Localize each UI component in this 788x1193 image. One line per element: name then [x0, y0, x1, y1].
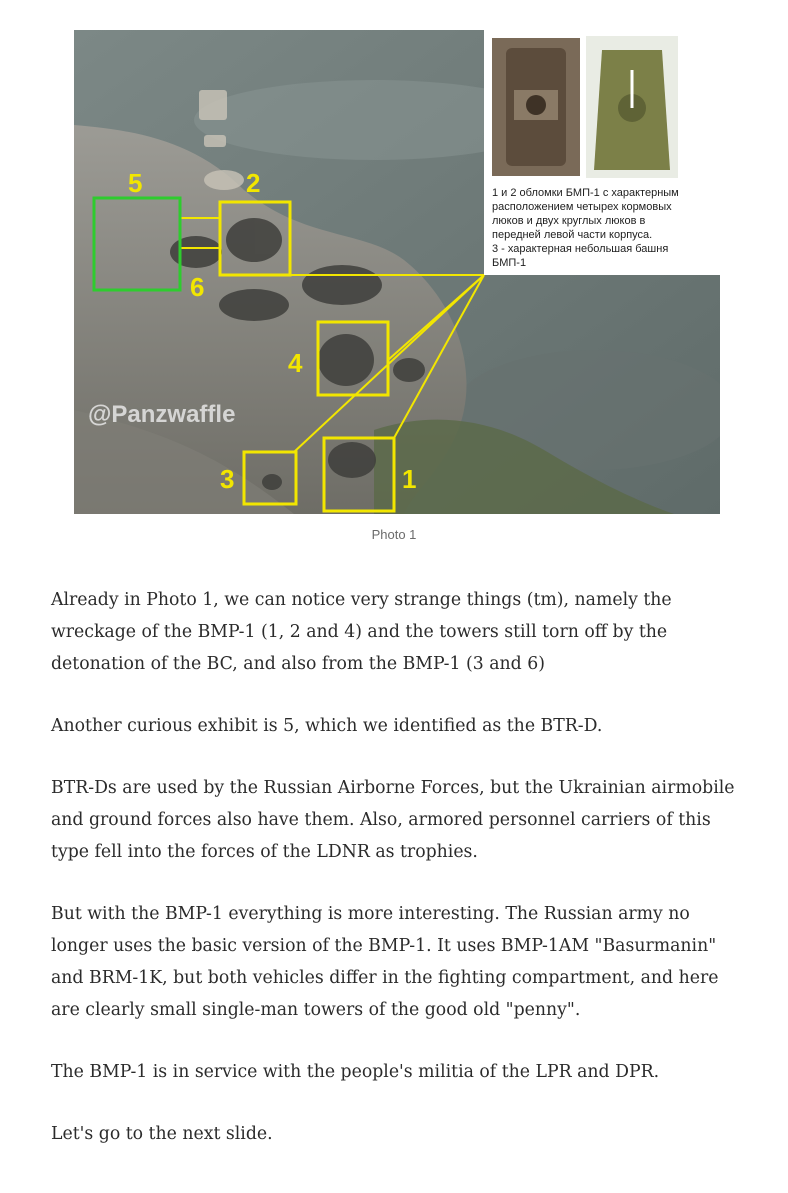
photo-caption: Photo 1	[371, 527, 417, 542]
marker-label-2: 2	[246, 168, 261, 198]
marker-label-5: 5	[128, 168, 143, 198]
bmp-model-thumbnail	[586, 36, 678, 178]
marker-label-4: 4	[288, 348, 303, 378]
svg-text:БМП-1: БМП-1	[492, 257, 527, 269]
marker-label-3: 3	[220, 464, 235, 494]
svg-text:3 - характерная небольшая башн: 3 - характерная небольшая башня	[492, 243, 669, 255]
svg-text:расположением четырех кормовых: расположением четырех кормовых	[492, 201, 672, 213]
marker-label-6: 6	[190, 272, 205, 302]
svg-text:передней левой части корпуса.: передней левой части корпуса.	[492, 229, 653, 241]
aerial-photo-illustration	[74, 30, 720, 514]
bmp-wreck-thumbnail	[492, 38, 580, 176]
paragraph: The BMP-1 is in service with the people's militia of the LPR and DPR.	[51, 1062, 660, 1082]
svg-text:1 и 2 обломки БМП-1 с характер: 1 и 2 обломки БМП-1 с характерным	[492, 187, 679, 199]
svg-text:люков и двух круглых люков в: люков и двух круглых люков в	[492, 215, 646, 227]
paragraph: Another curious exhibit is 5, which we identified as the BTR-D.	[51, 716, 603, 736]
watermark: @Panzwaffle	[88, 401, 236, 428]
marker-label-1: 1	[402, 464, 417, 494]
paragraph: Already in Photo 1, we can notice very strange things (tm), namely the wreckage of the BMP-1 (1, 2 and 4) and the towers still torn off by the detonation of the BC, and also from the BMP-1 (3 and 6)	[51, 590, 672, 674]
paragraph: Let's go to the next slide.	[51, 1124, 273, 1144]
article-photo	[74, 30, 720, 514]
paragraph: But with the BMP-1 everything is more interesting. The Russian army no longer uses the basic version of the BMP-1. It uses BMP-1AM "Basurmanin" and BRM-1K, but both vehicles differ in the fighting compartment, and here are clearly small single-man towers of the good old "penny".	[51, 904, 719, 1020]
paragraph: BTR-Ds are used by the Russian Airborne Forces, but the Ukrainian airmobile and ground forces also have them. Also, armored personnel carriers of this type fell into the forces of the LDNR as trophies.	[51, 778, 735, 862]
article-body	[51, 584, 741, 1180]
